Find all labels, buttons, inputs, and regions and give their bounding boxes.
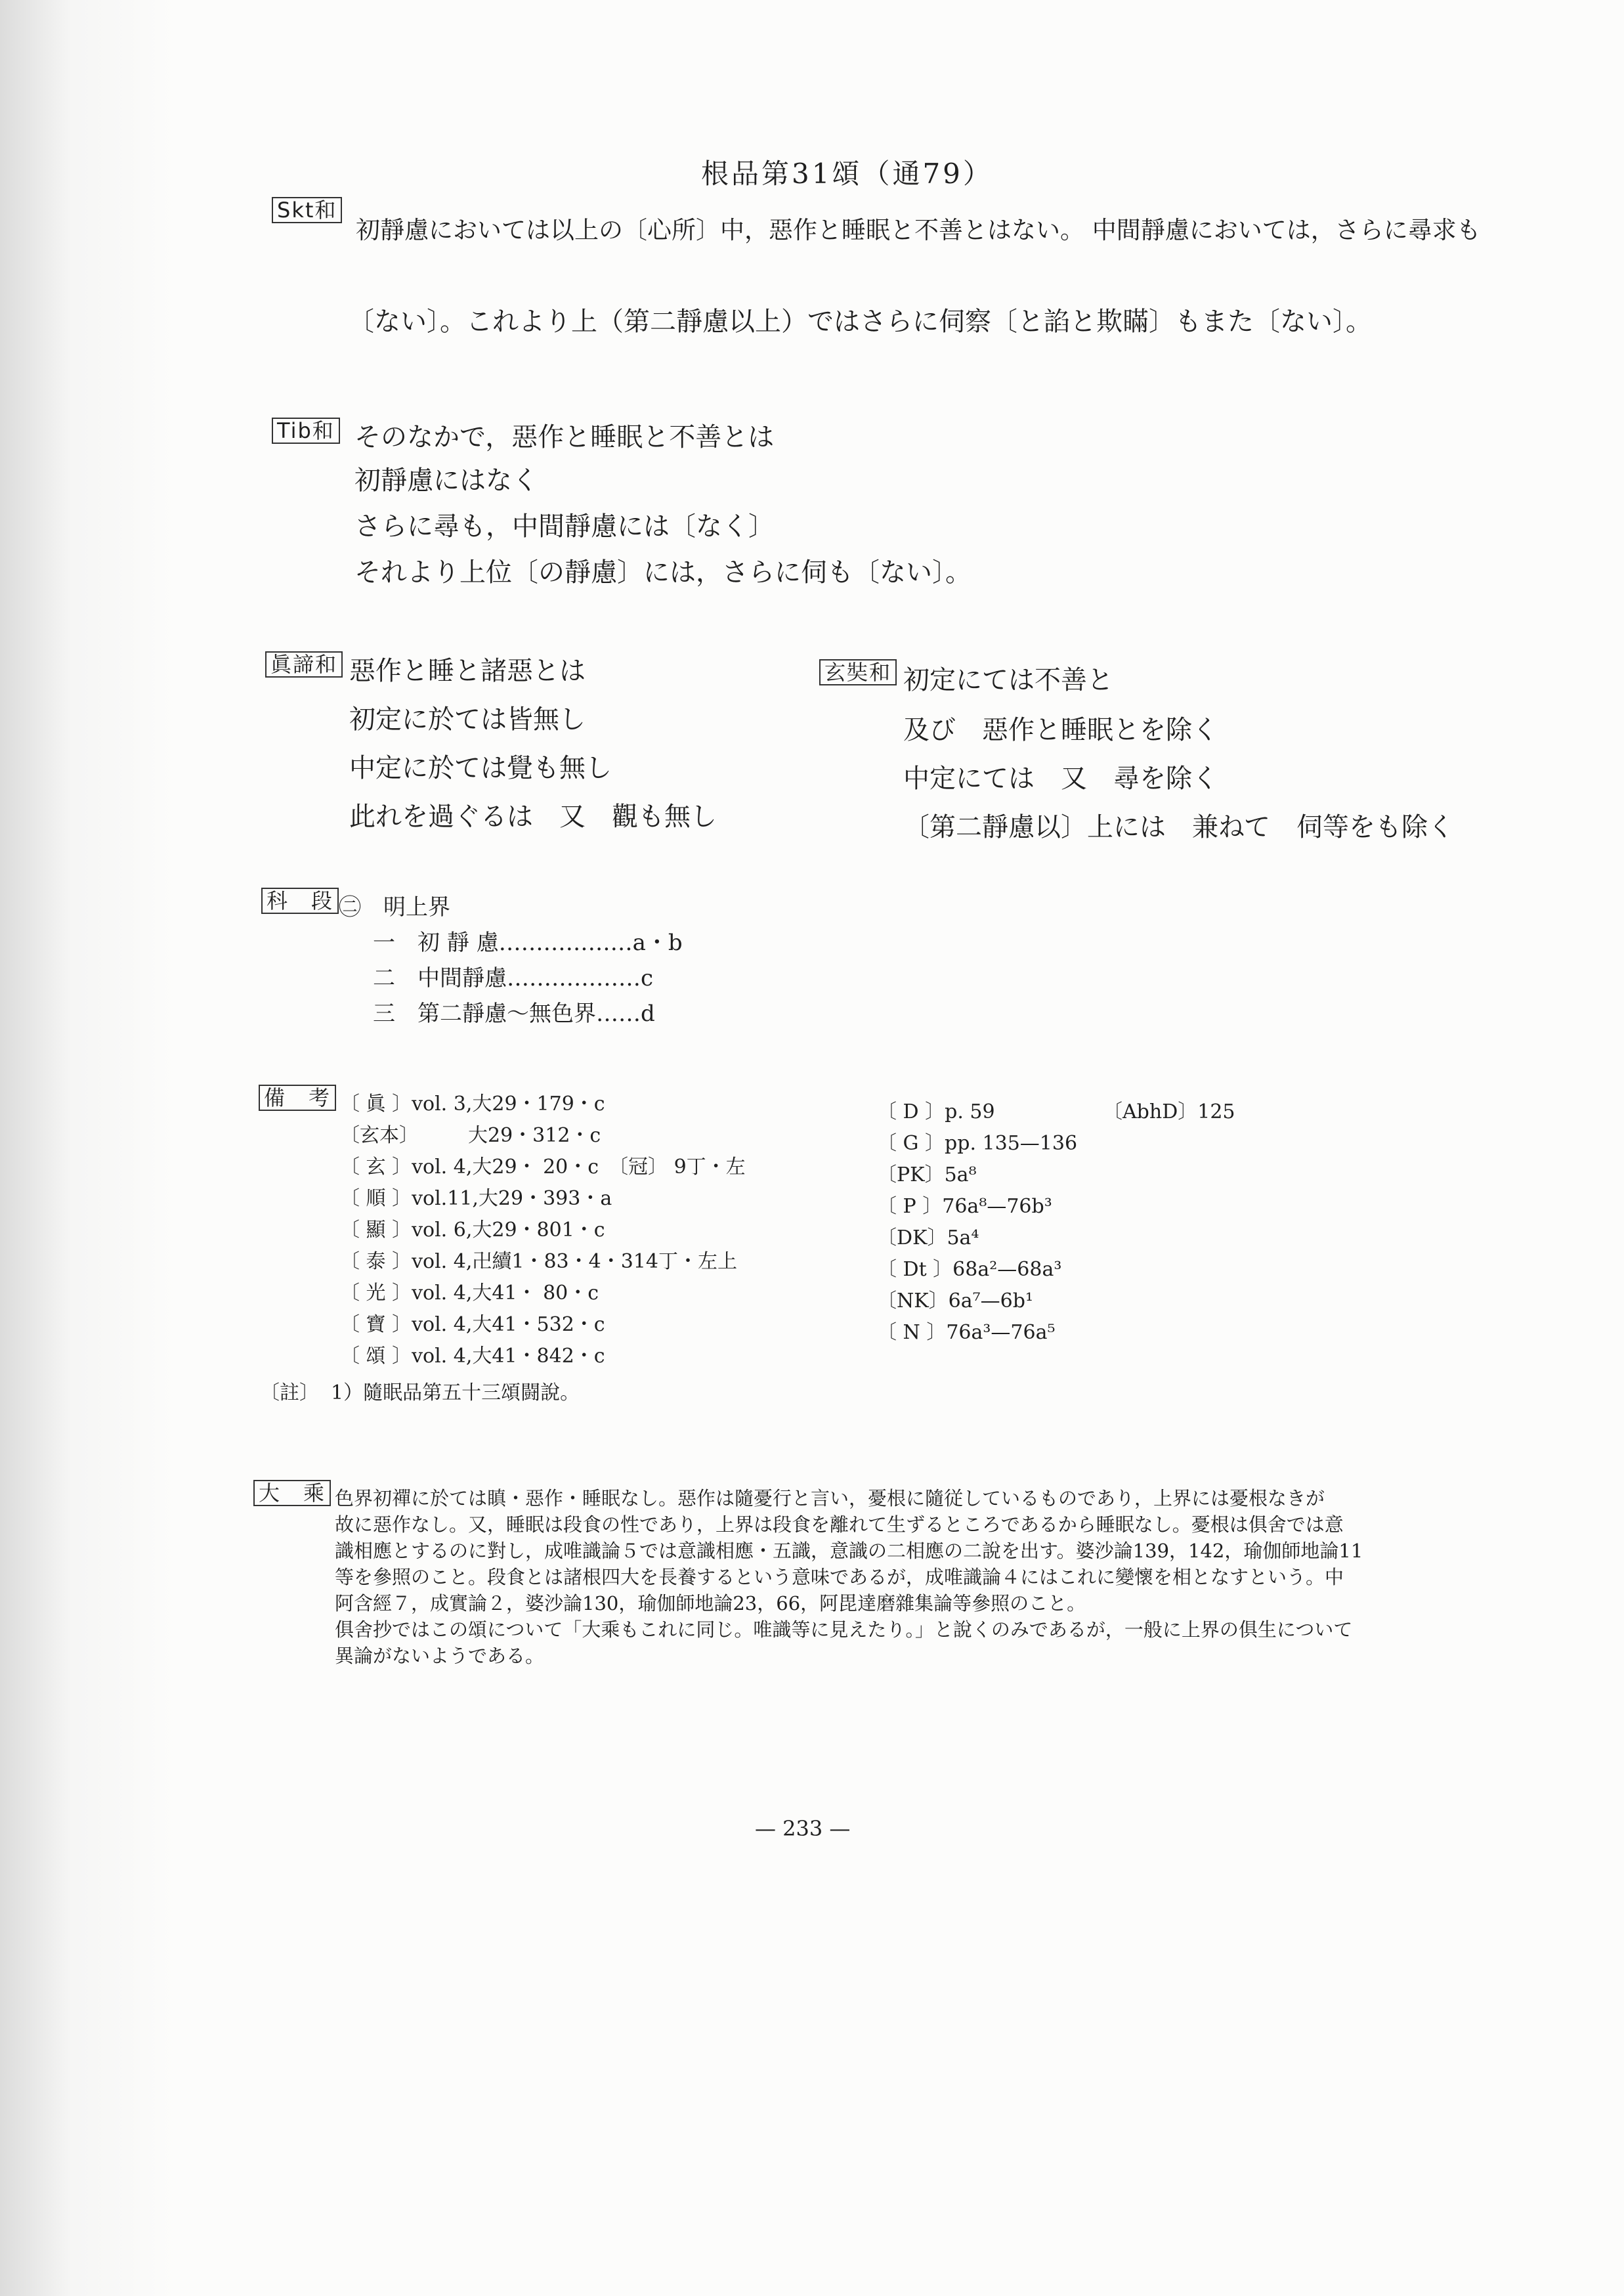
kadan-head: ㊁ 明上界	[339, 894, 450, 921]
shintai-line-2: 初定に於ては皆無し	[349, 704, 586, 735]
kadan-item-2: 二 中間靜慮………………c	[373, 965, 654, 991]
daijo-line-2: 故に惡作なし。又，睡眠は段食の性であり，上界は段食を離れて生ずるところであるから睡眠なし。憂根は俱舍では意	[335, 1513, 1344, 1536]
biko-right-8: 〔 N 〕76a³—76a⁵	[877, 1321, 1056, 1344]
genjo-line-4: 〔第二靜慮以〕上には 兼ねて 伺等をも除く	[903, 812, 1454, 842]
daijo-line-4: 等を參照のこと。段食とは諸根四大を長養するという意味であるが，成唯識論４にはこれに變懷を相となすという。中	[335, 1566, 1344, 1588]
note-tag: 〔註〕	[260, 1381, 319, 1404]
genjo-line-1: 初定にては不善と	[903, 665, 1113, 695]
biko-right-6: 〔 Dt 〕68a²—68a³	[877, 1258, 1062, 1281]
daijo-line-3: 識相應とするのに對し，成唯識論５では意識相應・五識，意識の二相應の二說を出す。婆沙論139，142，瑜伽師地論11	[335, 1540, 1363, 1562]
tib-tag: Tib和	[272, 418, 340, 444]
biko-right-7: 〔NK〕6a⁷—6b¹	[877, 1289, 1033, 1312]
biko-tag: 備 考	[259, 1085, 336, 1111]
biko-right-1: 〔 D 〕p. 59	[877, 1100, 995, 1123]
shintai-line-4: 此れを過ぐるは 又 觀も無し	[349, 802, 717, 832]
skt-line-1: 初靜慮においては以上の〔心所〕中，惡作と睡眠と不善とはない。 中間靜慮においては，さらに尋求も	[356, 216, 1481, 244]
biko-left-1: 〔 眞 〕vol. 3,大29・179・c	[340, 1093, 605, 1116]
biko-abhd: 〔AbhD〕125	[1103, 1100, 1235, 1123]
daijo-line-7: 異論がないようである。	[335, 1645, 545, 1667]
daijo-line-6: 俱舍抄ではこの頌について「大乘もこれに同じ。唯識等に見えたり。」と說くのみであるが，一般に上界の俱生について	[335, 1618, 1353, 1641]
biko-right-5: 〔DK〕5a⁴	[877, 1226, 979, 1249]
kadan-item-1: 一 初 靜 慮………………a・b	[373, 930, 683, 956]
biko-left-9: 〔 頌 〕vol. 4,大41・842・c	[340, 1345, 605, 1368]
genjo-line-3: 中定にては 又 尋を除く	[903, 764, 1218, 794]
daijo-line-5: 阿含經７，成實論２，婆沙論130，瑜伽師地論23，66，阿毘達磨雜集論等參照のこと。	[335, 1592, 1086, 1614]
page-title: 根品第31頌（通79）	[701, 158, 993, 190]
kadan-item-3: 三 第二靜慮〜無色界……d	[373, 1001, 655, 1027]
tib-line-1: そのなかで，惡作と睡眠と不善とは	[354, 422, 775, 452]
genjo-line-2: 及び 惡作と睡眠とを除く	[903, 715, 1218, 745]
skt-tag: Skt和	[272, 197, 342, 223]
biko-left-8: 〔 寶 〕vol. 4,大41・532・c	[340, 1313, 605, 1336]
daijo-tag: 大 乘	[253, 1480, 331, 1506]
biko-left-5: 〔 顯 〕vol. 6,大29・801・c	[340, 1219, 605, 1242]
biko-right-3: 〔PK〕5a⁸	[877, 1163, 977, 1186]
scan-edge-shadow	[0, 0, 177, 2296]
genjo-tag: 玄奘和	[819, 659, 897, 685]
page-number: — 233 —	[755, 1816, 851, 1841]
biko-right-2: 〔 G 〕pp. 135—136	[877, 1132, 1078, 1155]
daijo-line-1: 色界初禪に於ては瞋・惡作・睡眠なし。惡作は隨憂行と言い，憂根に隨従しているものであり，上界には憂根なきが	[335, 1487, 1325, 1509]
kadan-tag: 科 段	[261, 888, 339, 914]
tib-line-3: さらに尋も，中間靜慮には〔なく〕	[354, 511, 775, 542]
note-text: 1）隨眠品第五十三頌闘說。	[331, 1381, 580, 1404]
biko-left-4: 〔 順 〕vol.11,大29・393・a	[340, 1187, 612, 1210]
shintai-line-1: 惡作と睡と諸惡とは	[349, 656, 586, 686]
biko-left-7: 〔 光 〕vol. 4,大41・ 80・c	[340, 1282, 599, 1305]
shintai-line-3: 中定に於ては覺も無し	[349, 753, 612, 783]
skt-line-2: 〔ない〕。これより上（第二靜慮以上）ではさらに伺察〔と諂と欺瞞〕もまた〔ない〕。	[348, 307, 1372, 337]
biko-left-3: 〔 玄 〕vol. 4,大29・ 20・c 〔冠〕 9丁・左	[340, 1156, 746, 1179]
biko-right-4: 〔 P 〕76a⁸—76b³	[877, 1195, 1052, 1218]
biko-left-6: 〔 泰 〕vol. 4,卍續1・83・4・314丁・左上	[340, 1250, 737, 1273]
biko-left-2: 〔玄本〕 大29・312・c	[340, 1124, 601, 1147]
tib-line-2: 初靜慮にはなく	[354, 466, 538, 496]
shintai-tag: 眞諦和	[265, 651, 343, 678]
tib-line-4: それより上位〔の靜慮〕には，さらに伺も〔ない〕。	[354, 557, 972, 588]
